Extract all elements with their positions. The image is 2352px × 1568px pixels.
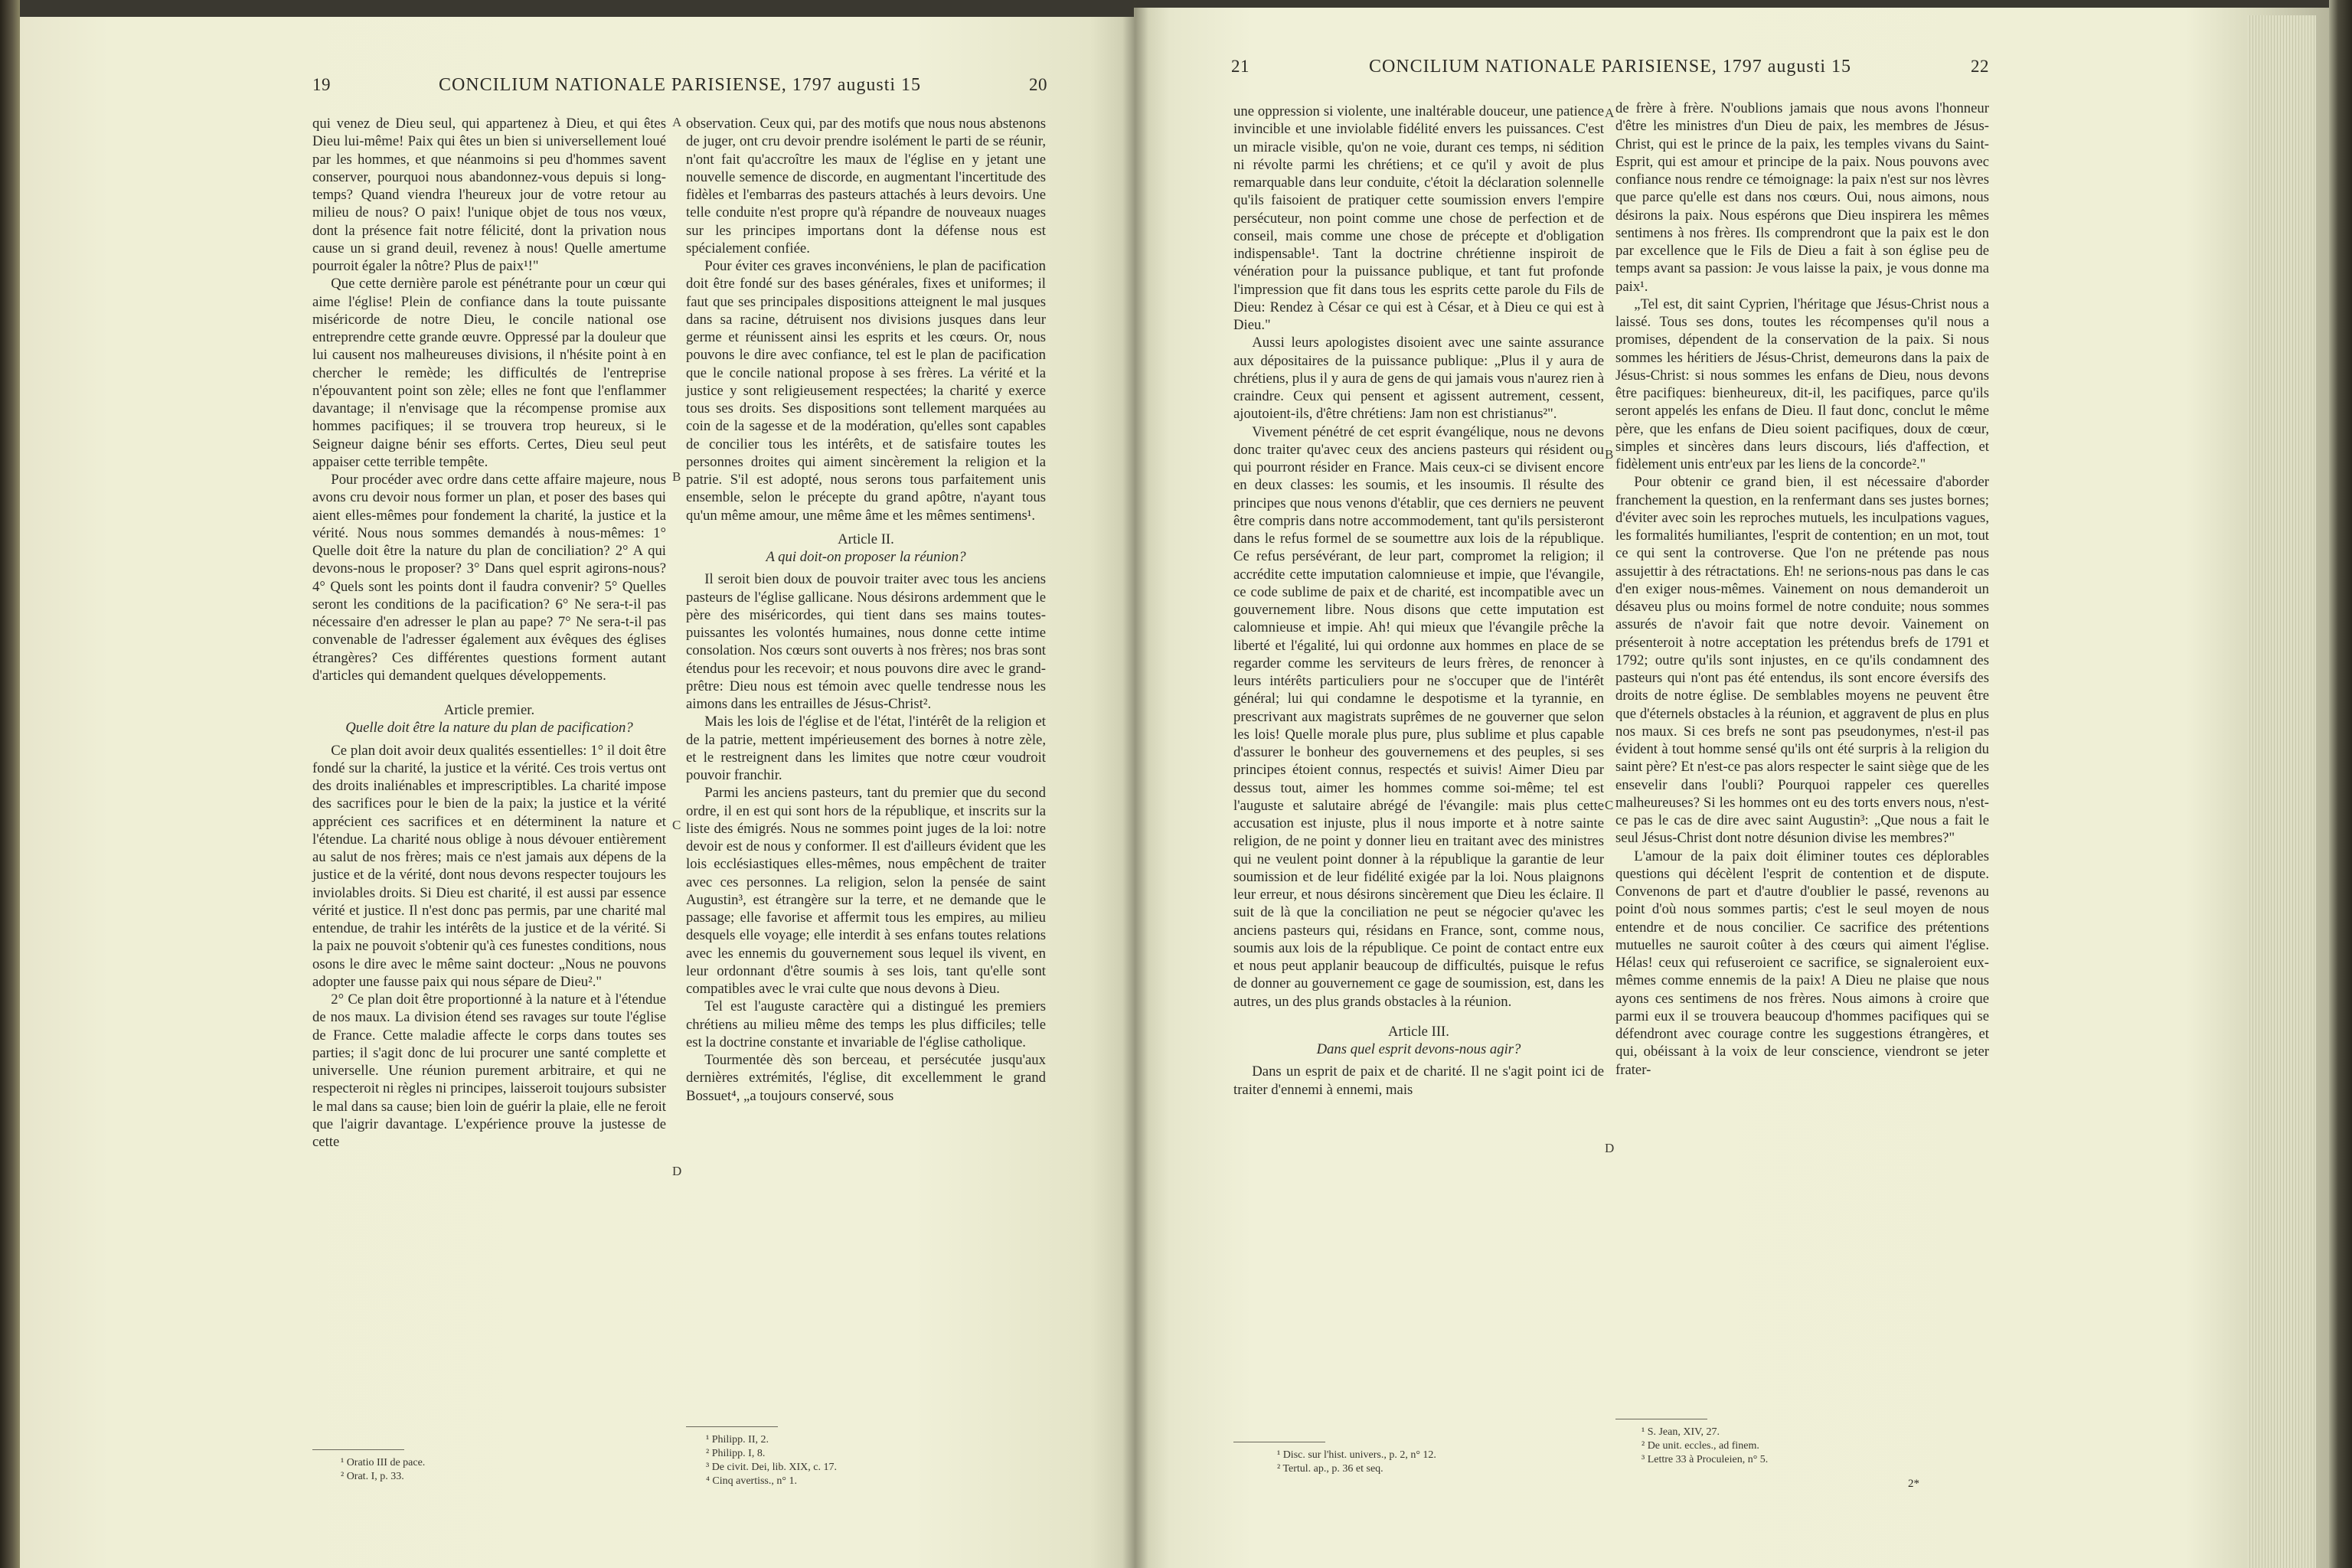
margin-letter: B bbox=[672, 469, 681, 484]
margin-letter: A bbox=[1605, 106, 1615, 120]
paragraph: une oppression si violente, une inaltérable douceur, une patience invincible et une inviolable fidélité envers les puissances. C'est un miracle visible, qu'on ne voie, durant ces temps, ni sédition ni révolte parmi les chrétiens; et ce qu'il y avoit de plus remarquable dans leur conduite, c'étoit la déclaration solennelle qu'ils faisoient de pratiquer cette soumission envers l'empire persécuteur, non point comme une chose de perfection et de conseil, mais comme une chose de précepte et d'obligation indispensable¹. Tant la doctrine chrétienne inspiroit de vénération pour la puissance publique, et tant fut profonde l'impression que fit dans tous les esprits cette parole du Fils de Dieu: Rendez à César ce qui est à César, et à Dieu ce qui est à Dieu." bbox=[1233, 103, 1604, 333]
paragraph: Pour obtenir ce grand bien, il est nécessaire d'aborder franchement la question, en la renfermant dans ses justes bornes; d'éviter avec soin les reproches mutuels, les inculpations vagues, les formalités humiliantes, l'esprit de contention; en un mot, tout ce qui sent la controverse. Que l'on ne prétende pas nous assujettir à des rétractations. Eh! ne serions-nous pas dans le cas d'en exiger nous-mêmes. Vainement on nous demanderoit un désaveu plus ou moins formel de notre conduite; nous sommes assurés de n'avoir fait que notre devoir. Vainement on présenteroit à notre acceptation les prétendus brefs de 1791 et 1792; outre qu'ils sont injustes, en ce qu'ils condamnent des pasteurs qui n'ont pas été entendus, ils sont encore éversifs des droits de notre église. De semblables moyens ne peuvent être que d'éternels obstacles à la réunion, et aggravent de plus en plus nos maux. Si ces brefs ne sont pas pseudonymes, n'est-il pas évident à tout homme sensé qu'ils ont été surpris à la religion du saint père? Et n'est-ce pas alors respecter le saint siège que de les ensevelir dans l'oubli? Pourquoi rappeler ces querelles malheureuses? Si les hommes ont eu des torts envers nous, n'est-ce pas le cas de dire avec saint Augustin³: „Que nous a fait le seul Jésus-Christ dont notre désunion divise les membres?" bbox=[1615, 474, 1989, 847]
paragraph: Ce plan doit avoir deux qualités essentielles: 1° il doit être fondé sur la charité, la justice et la vérité. Ces trois vertus ont des droits inaliénables et imprescriptibles. La charité impose des sacrifices pour le bien de la paix; la justice et la vérité apprécient ces sacrifices et en déterminent la nature et l'étendue. La charité nous oblige à nous dévouer entièrement au salut de nos frères; mais ce n'est jamais aux dépens de la justice et de la vérité, dont nous devons respecter toujours les inviolables droits. Si Dieu est charité, il est aussi par essence vérité et justice. Il n'est donc pas permis, par une charité mal entendue, de trahir les intérêts de la justice et de la vérité. Si la paix ne pouvoit s'obtenir qu'à ces funestes conditions, nous osons le dire avec le même saint docteur: „Nous ne pouvons adopter une fausse paix qui nous sépare de Dieu²." bbox=[312, 742, 666, 990]
running-title: CONCILIUM NATIONALE PARISIENSE, 1797 augusti 15 bbox=[438, 75, 922, 95]
paragraph: Aussi leurs apologistes disoient avec une sainte assurance aux dépositaires de la puissance publique: „Plus il y aura de chrétiens, plus il y aura de gens de qui jamais vous n'aurez rien à craindre. Ceux qui pensent et agissent autrement, cessent, ajoutoient-ils, d'être chrétiens: Jam non est christianus²". bbox=[1233, 335, 1604, 423]
page-number: 22 bbox=[1971, 57, 1989, 76]
paragraph: Pour procéder avec ordre dans cette affaire majeure, nous avons cru devoir nous former un plan, et poser des bases qui aient elles-mêmes pour fondement la charité, la justice et la vérité. Nous nous sommes demandés à nous-mêmes: 1° Quelle doit être la nature du plan de conciliation? 2° A qui devons-nous le proposer? 3° Dans quel esprit agirons-nous? 4° Quels sont les points dont il faudra convenir? 5° Quelles seront les conditions de la pacification? 6° Ne sera-t-il pas nécessaire d'en adresser le plan au pape? 7° Ne sera-t-il pas convenable de l'adresser également aux évêques des églises étrangères? Ces différentes questions forment autant d'articles qui demandent quelques développements. bbox=[312, 472, 666, 684]
footnote-rule bbox=[686, 1426, 778, 1427]
margin-letter: D bbox=[1605, 1141, 1615, 1155]
footnote: ³ Lettre 33 à Proculeien, n° 5. bbox=[1642, 1454, 1769, 1465]
right-page-header bbox=[1231, 57, 1989, 77]
footnote: ² Orat. I, p. 33. bbox=[341, 1471, 404, 1482]
footnotes bbox=[1642, 1426, 1768, 1467]
footnote: ¹ Disc. sur l'hist. univers., p. 2, n° 12. bbox=[1277, 1449, 1436, 1461]
page-number: 21 bbox=[1231, 57, 1250, 76]
article-title: Article II. bbox=[838, 531, 894, 547]
paragraph: Que cette dernière parole est pénétrante pour un cœur qui aime l'église! Plein de confiance dans la toute puissante miséricorde de notre Dieu, le concile national ose entreprendre cette grande œuvre. Oppressé par la douleur que lui causent nos malheureuses divisions, il n'hésite point à en chercher le remède; les difficultés de l'entreprise n'épouvantent point son zèle; elles ne font que l'enflammer davantage; il n'envisage que la récompense promise aux hommes pacifiques; il se trouvera trop heureux, si le Seigneur daigne bénir ses efforts. Certes, Dieu seul peut appaiser cette terrible tempête. bbox=[312, 276, 666, 470]
footnote: ⁴ Cinq avertiss., n° 1. bbox=[706, 1475, 797, 1487]
footnote: ¹ Philipp. II, 2. bbox=[706, 1434, 769, 1446]
text-column-2 bbox=[686, 115, 1046, 1105]
footnotes bbox=[1277, 1449, 1436, 1476]
margin-letter: D bbox=[672, 1164, 682, 1178]
article-subtitle: Dans quel esprit devons-nous agir? bbox=[1316, 1041, 1521, 1057]
article-title: Article premier. bbox=[443, 702, 535, 718]
article-subtitle: A qui doit-on proposer la réunion? bbox=[766, 549, 966, 565]
left-page-header bbox=[312, 75, 1047, 96]
margin-letter: B bbox=[1605, 447, 1614, 462]
paragraph: qui venez de Dieu seul, qui appartenez à Dieu, et qui êtes Dieu lui-même! Paix qui êtes un bien si universellement loué par les hommes, et que néanmoins si peu d'hommes savent conserver, pourquoi nous abandonnez-vous depuis si long-temps? Quand viendra l'heureux jour de votre retour au milieu de nous? O paix! l'unique objet de tous nos vœux, dont la présence fait notre félicité, dont la privation nous cause un si grand deuil, revenez à nous! Quelle amertume pourroit égaler la nôtre? Plus de paix¹!" bbox=[312, 116, 666, 274]
paragraph: Parmi les anciens pasteurs, tant du premier que du second ordre, il en est qui sont hors de la république, et inscrits sur la liste des émigrés. Nous ne sommes point juges de la loi: notre devoir est de nous y conformer. Il est d'ailleurs évident que les lois ecclésiastiques elles-mêmes, nous empêchent de traiter avec ces personnes. La religion, selon la pensée de saint Augustin³, est étrangère sur la terre, et ne demande que le passage; elle favorise et affermit tous les empires, au milieu desquels elle voyage; elle interdit à ses enfans toutes relations avec les ennemis du gouvernement sous lequel ils vivent, en leur ordonnant d'être soumis à ses lois, tant qu'elle sont compatibles avec le vrai culte que nous devons à Dieu. bbox=[686, 785, 1046, 997]
page-number: 20 bbox=[1029, 75, 1047, 94]
paragraph: Tourmentée dès son berceau, et persécutée jusqu'aux dernières extrémités, l'église, dit excellemment le grand Bossuet⁴, „a toujours conservé, sous bbox=[686, 1052, 1046, 1104]
paragraph: observation. Ceux qui, par des motifs que nous nous abstenons de juger, ont cru devoir prendre isolément le parti de se réunir, n'ont fait qu'accroître les maux de l'église en y jetant une nouvelle semence de discorde, en augmentant l'incertitude des fidèles et l'embarras des pasteurs attachés à leurs devoirs. Une telle conduite n'est propre qu'à répandre de nouveaux nuages sur les principes importans dont la défense nous est spécialement confiée. bbox=[686, 116, 1046, 256]
margin-letter: A bbox=[672, 115, 682, 129]
text-column-1 bbox=[312, 115, 666, 1151]
paragraph: de frère à frère. N'oublions jamais que nous avons l'honneur d'être les ministres d'un Dieu de paix, les membres de Jésus-Christ, qui est le prince de la paix, les temples vivans du Saint-Esprit, qui est amour et principe de la paix. Nous pouvons avec confiance nous rendre ce témoignage: la paix n'est sur nos lèvres que parce qu'elle est dans nos cœurs. Oui, nous aimons, nous désirons la paix. Nous espérons que Dieu inspirera les mêmes sentimens à nos frères. Ils comprendront que la paix est le don par excellence que le Fils de Dieu a fait à son église peu de temps avant sa passion: Je vous laisse la paix, je vous donne ma paix¹. bbox=[1615, 100, 1989, 295]
paragraph: Tel est l'auguste caractère qui a distingué les premiers chrétiens au milieu même des temps les plus difficiles; telle est la doctrine constante et invariable de l'église catholique. bbox=[686, 998, 1046, 1050]
footnote: ² Philipp. I, 8. bbox=[706, 1448, 766, 1459]
paragraph: 2° Ce plan doit être proportionné à la nature et à l'étendue de nos maux. La division étend ses ravages sur toute l'église de France. Cette maladie affecte le corps dans toutes ses parties; il s'agit donc de lui procurer une santé complette et universelle. Une réunion purement arbitraire, et qui ne respecteroit ni règles ni principes, laisseroit toujours subsister le mal dans sa cause; bien loin de guérir la plaie, elle ne feroit que l'aigrir davantage. L'expérience prouve la justesse de cette bbox=[312, 991, 666, 1150]
book-edge-left bbox=[0, 0, 20, 1568]
footnote: ¹ S. Jean, XIV, 27. bbox=[1642, 1426, 1720, 1438]
running-title: CONCILIUM NATIONALE PARISIENSE, 1797 augusti 15 bbox=[1368, 57, 1852, 77]
footnotes bbox=[706, 1433, 837, 1488]
footnotes bbox=[341, 1456, 425, 1484]
footnote: ² Tertul. ap., p. 36 et seq. bbox=[1277, 1463, 1383, 1475]
text-column-4 bbox=[1615, 100, 1989, 1079]
signature-mark: 2* bbox=[1908, 1478, 1919, 1490]
paragraph: Pour éviter ces graves inconvéniens, le plan de pacification doit être fondé sur des bases générales, fixes et uniformes; il faut que ses principales dispositions atteignent le mal jusques dans sa racine, détruisent nos divisions jusques dans leur germe et réunissent ainsi les esprits et les cœurs. Or, nous pouvons le dire avec confiance, tel est le plan de pacification que le concile national propose à ses frères. La vérité et la justice y sont religieusement respectées; la charité y exerce tous ses droits. Ses dispositions sont tellement marquées au coin de la sagesse et de la modération, qu'elles sont capables de concilier tous les intérêts, et de satisfaire toutes les personnes droites qui aiment sincèrement la religion et la patrie. S'il est adopté, nous serons tous parfaitement unis ensemble, selon le précepte du grand apôtre, n'ayant tous qu'un même amour, une même âme et les mêmes sentimens¹. bbox=[686, 258, 1046, 524]
paragraph: „Tel est, dit saint Cyprien, l'héritage que Jésus-Christ nous a laissé. Tous ses dons, toutes les récompenses qu'il nous a promises, dépendent de la conservation de la paix. Si nous sommes les héritiers de Jésus-Christ, demeurons dans la paix de Jésus-Christ: si nous sommes les enfans de Dieu, nous devons être pacifiques: bienheureux, dit-il, les pacifiques, parce qu'ils seront appelés les enfans de Dieu. Il faut donc, conclut le même père, que les enfans de Dieu soient pacifiques, doux de cœur, simples et sincères dans leurs discours, liés d'affection, et fidèlement unis entr'eux par les liens de la concorde²." bbox=[1615, 296, 1989, 472]
margin-letter: C bbox=[1605, 798, 1614, 812]
article-subtitle: Quelle doit être la nature du plan de pacification? bbox=[345, 720, 633, 737]
text-column-3 bbox=[1233, 103, 1604, 1099]
paragraph: Vivement pénétré de cet esprit évangélique, nous ne devons donc traiter qu'avec ceux des anciens pasteurs qui résident ou qui pourront résider en France. Mais ceux-ci se divisent encore en deux classes: les soumis, et les insoumis. Il résulte des principes que nous venons d'établir, que ces derniers ne peuvent être compris dans notre accommodement, tant qu'ils persisteront dans le refus formel de se soumettre aux lois de la république. Ce refus persévérant, de leur part, compromet la religion; il accrédite cette imputation calomnieuse et impie, que l'évangile, ce code sublime de paix et de charité, est incompatible avec un gouvernement libre. Nous disons que cette imputation est calomnieuse et impie. Ah! qui mieux que l'évangile prêche la liberté et l'égalité, lui qui ordonne aux hommes en place de se regarder comme les serviteurs de leurs frères, de renoncer à leurs intérêts particuliers pour ne s'occuper que de l'intérêt général; lui qui condamne le despotisme et la tyrannie, en prescrivant aux magistrats suprêmes de ne gouverner que selon les lois! Quelle morale plus pure, plus sublime et plus capable d'assurer le bonheur des gouvernemens et des peuples, si ses principes étoient connus, respectés et suivis! Aimer Dieu par dessus tout, aimer les hommes comme soi-même; tel est l'auguste et salutaire abrégé de l'évangile: mais plus cette accusation est injuste, plus il nous importe et à notre sainte religion, de ne point y donner lieu en traitant avec des ministres qui ne veulent point donner à la république la garantie de leur soumission et de leur fidélité exigée par la loi. Nous plaignons leur erreur, et nous désirons sincèrement que Dieu les éclaire. Il suit de là que la conciliation ne peut se négocier qu'avec les anciens pasteurs qui, résidans en France, sont, comme nous, soumis aux lois de la république. Ce point de contact entre eux et nous peut applanir beaucoup de difficultés, puisque le refus de donner au gouvernement ce gage de soumission, est, dans les autres, un des plus grands obstacles à la réunion. bbox=[1233, 423, 1604, 1010]
book-edge-right bbox=[2329, 0, 2352, 1568]
margin-letter: C bbox=[672, 818, 681, 832]
paragraph: Mais les lois de l'église et de l'état, l'intérêt de la religion et de la patrie, mettent impérieusement des bornes à notre zèle, et le restreignent dans les limites que notre cœur voudroit pouvoir franchir. bbox=[686, 714, 1046, 783]
footnote: ² De unit. eccles., ad finem. bbox=[1642, 1440, 1759, 1452]
page-number: 19 bbox=[312, 75, 331, 94]
paragraph: L'amour de la paix doit éliminer toutes ces déplorables questions qui décèlent l'esprit de contention et de dispute. Convenons de part et d'autre d'oublier le passé, revenons au point d'où nous sommes partis; c'est le seul moyen de nous entendre et de nous concilier. Ce sacrifice des prétentions mutuelles ne sauroit coûter à des cœurs qui aiment l'église. Hélas! ceux qui refuseroient ce sacrifice, se signaleroient eux-mêmes comme ennemis de la paix! A Dieu ne plaise que nous ayons ces sentimens de nos frères. Nous aimons à croire que parmi eux il se trouvera beaucoup d'hommes pacifiques qui se défendront avec courage contre les suggestions étrangères, et qui, obéissant à la voix de leur conscience, viendront se jeter frater- bbox=[1615, 848, 1989, 1078]
paragraph: Il seroit bien doux de pouvoir traiter avec tous les anciens pasteurs de l'église gallicane. Nous désirons ardemment que le père des miséricordes, qui tient dans ses mains toutes-puissantes les volontés humaines, nous donne cette intime consolation. Nos cœurs sont ouverts à nos frères; nos bras sont étendus pour les recevoir; et nous pouvons dire avec le grand-prêtre: Dieu nous est témoin avec quelle tendresse nous les aimons dans les entrailles de Jésus-Christ². bbox=[686, 571, 1046, 712]
footnote: ³ De civit. Dei, lib. XIX, c. 17. bbox=[706, 1462, 837, 1473]
article-title: Article III. bbox=[1388, 1023, 1449, 1040]
paragraph: Dans un esprit de paix et de charité. Il ne s'agit point ici de traiter d'ennemi à ennemi, mais bbox=[1233, 1063, 1604, 1098]
footnote-rule bbox=[312, 1449, 404, 1450]
book-gutter bbox=[1122, 0, 1148, 1568]
page-stack-edge bbox=[2247, 15, 2316, 1568]
footnote: ¹ Oratio III de pace. bbox=[341, 1457, 426, 1468]
